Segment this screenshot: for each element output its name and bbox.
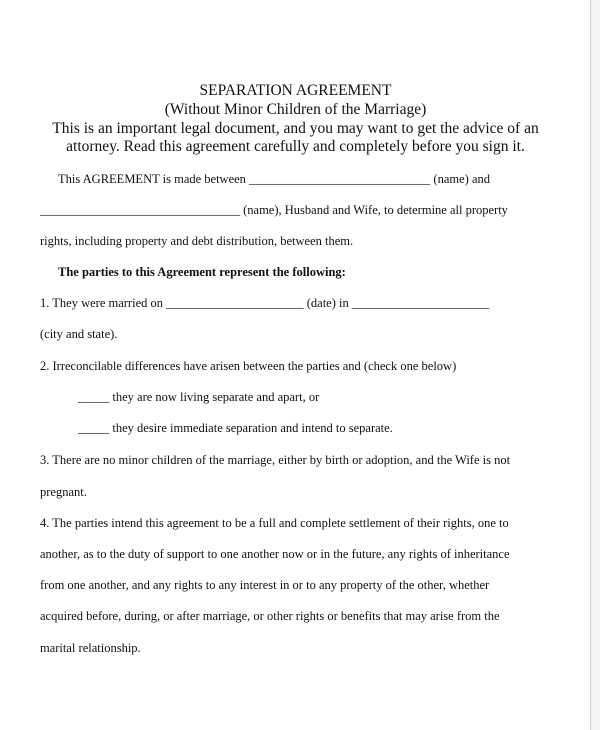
- document-title: SEPARATION AGREEMENT: [199, 82, 392, 99]
- item-3-line-1: 3. There are no minor children of the marriage, either by birth or adoption, and the Wife is not: [40, 453, 511, 467]
- item-2-option-2: _____ they desire immediate separation and intend to separate.: [78, 421, 393, 435]
- item-2-line-1: 2. Irreconcilable differences have arisen between the parties and (check one below): [40, 359, 457, 373]
- notice-line-2: attorney. Read this agreement carefully and completely before you sign it.: [66, 138, 525, 155]
- item-1-line-2: (city and state).: [40, 327, 118, 341]
- document-subtitle: (Without Minor Children of the Marriage): [164, 101, 427, 118]
- item-4-line-4: acquired before, during, or after marriage, or other rights or benefits that may arise from the: [40, 609, 500, 623]
- item-2-option-1: _____ they are now living separate and apart, or: [78, 390, 320, 404]
- item-4-line-2: another, as to the duty of support to one another now or in the future, any rights of inheritance: [40, 547, 510, 561]
- item-4-line-5: marital relationship.: [40, 641, 141, 655]
- notice-line-1: This is an important legal document, and you may want to get the advice of an: [52, 120, 539, 137]
- item-1-line-1: 1. They were married on ______________________ (date) in ______________________: [40, 296, 490, 310]
- intro-line-1: This AGREEMENT is made between _____________________________ (name) and: [58, 172, 491, 186]
- parties-heading: The parties to this Agreement represent the following:: [58, 265, 346, 279]
- item-4-line-1: 4. The parties intend this agreement to be a full and complete settlement of their rights, one to: [40, 516, 509, 530]
- intro-line-3: rights, including property and debt distribution, between them.: [40, 234, 354, 248]
- item-3-line-2: pregnant.: [40, 485, 87, 499]
- intro-line-2: ________________________________ (name), Husband and Wife, to determine all property: [40, 203, 508, 217]
- item-4-line-3: from one another, and any rights to any interest in or to any property of the other, whether: [40, 578, 490, 592]
